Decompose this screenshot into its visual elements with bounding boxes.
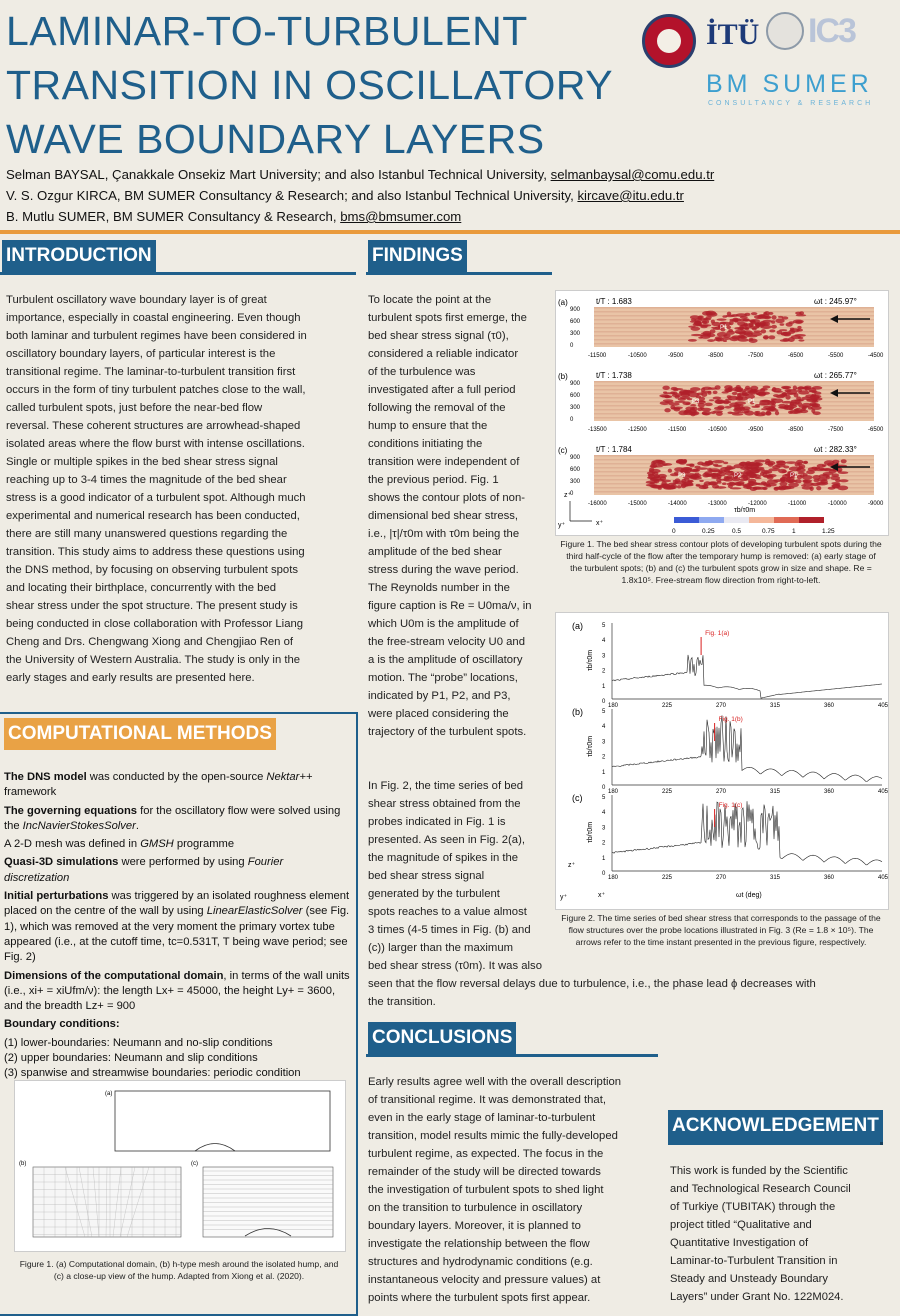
colorbar-tick: 0.5 xyxy=(732,528,742,535)
x-tick-label: -16000 xyxy=(588,501,607,507)
methods-item: Initial perturbations was triggered by an isolated roughness element placed on the centre of the wall by using LinearElasticSolver (see Fig. 1), which was removed at the very moment the primary vortex tube appeared (i.e., at the cutoff time, tc=0.531T, T being wave period; see Fig. 2) xyxy=(4,890,350,964)
x-tick-label: -10500 xyxy=(628,353,647,359)
x-tick-label: 180 xyxy=(608,703,619,709)
y-tick-label: 3 xyxy=(602,739,606,746)
author-email-link[interactable]: bms@bmsumer.com xyxy=(340,209,462,224)
bm-sumer-logo: BM SUMER xyxy=(706,70,873,98)
x-tick-label: 225 xyxy=(662,789,673,795)
x-tick-label: -14000 xyxy=(668,501,687,507)
text-line: project titled “Qualitative and xyxy=(670,1219,812,1231)
contour-figure-svg xyxy=(556,291,888,535)
probe-label: P3 xyxy=(692,399,700,405)
colorbar xyxy=(672,507,835,535)
timeseries-line xyxy=(612,655,882,698)
text-line: probes indicated in Fig. 1 is xyxy=(368,816,506,828)
text-line: and locating their birthplace, concurrently with the bed xyxy=(6,582,277,594)
domain-figure xyxy=(14,1080,346,1252)
text-line: being conducted in close collaboration with Professor Liang xyxy=(6,618,304,630)
y-tick-label: 600 xyxy=(570,467,581,473)
text-line: The Reynolds number in the xyxy=(368,582,510,594)
timeseries-line xyxy=(612,715,882,781)
y-tick-label: 900 xyxy=(570,381,581,387)
timeseries-figure-svg xyxy=(556,613,888,909)
x-tick-label: 270 xyxy=(716,703,727,709)
text-line: stress during the wave period. xyxy=(368,564,519,576)
findings-text-2 xyxy=(368,777,554,975)
x-tick-label: -10500 xyxy=(708,427,727,433)
text-line: called turbulent spots, just before the near-bed flow xyxy=(6,402,263,414)
text-line: Cheng and Drs. Chengwang Xiong and Chengjiao Ren of xyxy=(6,636,294,648)
text-line: i.e., |τ|/τ0m with τ0m being the xyxy=(368,528,520,540)
title-line-1: LAMINAR-TO-TURBULENT xyxy=(6,8,528,54)
phase-label: ωt : 265.77° xyxy=(814,371,857,380)
y-tick-label: 4 xyxy=(602,638,606,645)
itu-logo: İTÜ xyxy=(706,18,760,51)
y-tick-label: 1 xyxy=(602,683,606,690)
x-tick-label: 405 xyxy=(878,703,888,709)
y-tick-label: 2 xyxy=(602,668,606,675)
x-tick-label: -12500 xyxy=(628,427,647,433)
y-tick-label: 2 xyxy=(602,754,606,761)
text-line: transitional regime. The laminar-to-turbulent transition first xyxy=(6,366,296,378)
colorbar-tick: 0 xyxy=(672,528,676,535)
text-line: hump to ensure that the xyxy=(368,420,488,432)
text-line: the DNS method, by focusing on observing turbulent spots xyxy=(6,564,299,576)
y-tick-label: 0 xyxy=(570,491,574,497)
acknowledgement-text xyxy=(670,1162,890,1306)
x-tick-label: -8500 xyxy=(708,353,724,359)
x-tick-label: -8500 xyxy=(788,427,804,433)
methods-item: Dimensions of the computational domain, in terms of the wall units (i.e., xi+ = xiUfm/ν): the length Lx+ = 45000, the height Ly+ = 3600, and the breadth Lz+ = 900 xyxy=(4,969,350,1013)
text-line: bed shear stress signal xyxy=(368,870,485,882)
contour-panel xyxy=(558,297,884,359)
x-tick-label: -11500 xyxy=(668,427,687,433)
text-line: motion. The “probe” locations, xyxy=(368,672,518,684)
time-label: t/T : 1.738 xyxy=(596,371,632,380)
x-tick-label: 225 xyxy=(662,875,673,881)
y-tick-label: 3 xyxy=(602,653,606,660)
domain-figure-caption: Figure 1. (a) Computational domain, (b) h-type mesh around the isolated hump, and (c) a close-up view of the hump. Adapted from Xiong et al. (2020). xyxy=(19,1259,339,1281)
text-line: To locate the point at the xyxy=(368,294,492,306)
text-line: a is the amplitude of oscillatory xyxy=(368,654,523,666)
x-tick-label: 360 xyxy=(824,875,835,881)
y-axis-label: τb/τ0m xyxy=(587,735,594,757)
text-line: investigated after a full period xyxy=(368,384,516,396)
title-line-3: WAVE BOUNDARY LAYERS xyxy=(6,116,545,162)
author-list xyxy=(6,164,714,227)
probe-label: P3 xyxy=(678,473,686,479)
panel-label: (b) xyxy=(572,707,583,717)
introduction-text xyxy=(6,291,354,687)
text-line: indicated by P1, P2, and P3, xyxy=(368,690,511,702)
colorbar-tick: 0.75 xyxy=(762,528,775,535)
x-tick-label: -13500 xyxy=(588,427,607,433)
y-tick-label: 300 xyxy=(570,331,581,337)
text-line: seen that the flow reversal delays due to turbulence, i.e., the phase lead ϕ decreases with xyxy=(368,978,816,990)
axis-glyph-x: x⁺ xyxy=(596,520,604,527)
text-line: there are still many unanswered questions regarding the xyxy=(6,528,288,540)
x-tick-label: 315 xyxy=(770,703,781,709)
text-line: experimental and numerical research has been conducted, xyxy=(6,510,300,522)
time-label: t/T : 1.784 xyxy=(596,445,632,454)
introduction-heading: INTRODUCTION xyxy=(2,240,156,275)
y-tick-label: 900 xyxy=(570,455,581,461)
axis-glyph-y: y⁺ xyxy=(560,894,568,901)
timeseries-panel xyxy=(572,707,888,795)
text-line: generated by the turbulent xyxy=(368,888,500,900)
text-line: Laminar-to-Turbulent Transition in xyxy=(670,1255,838,1267)
y-tick-label: 300 xyxy=(570,405,581,411)
text-line: Single or multiple spikes in the bed shear stress signal xyxy=(6,456,278,468)
text-line: following the removal of the xyxy=(368,402,506,414)
axis-glyph-z: z⁺ xyxy=(564,492,572,499)
conclusions-text xyxy=(368,1073,658,1307)
x-tick-label: -12000 xyxy=(748,501,767,507)
x-tick-label: -4500 xyxy=(868,353,884,359)
colorbar-tick: 1 xyxy=(792,528,796,535)
y-tick-label: 5 xyxy=(602,709,606,715)
x-tick-label: -9000 xyxy=(868,501,884,507)
text-line: boundary layers. Moreover, it is planned to xyxy=(368,1220,581,1232)
text-line: instantaneous velocity and pressure values) at xyxy=(368,1274,601,1286)
text-line: turbulent regime, as expected. The focus in the xyxy=(368,1148,604,1160)
x-tick-label: 315 xyxy=(770,875,781,881)
text-line: conditions initiating the xyxy=(368,438,483,450)
title-line-2: TRANSITION IN OSCILLATORY xyxy=(6,62,614,108)
y-tick-label: 5 xyxy=(602,795,606,801)
text-line: Quantitative Investigation of xyxy=(670,1237,809,1249)
poster-title xyxy=(6,4,626,166)
author-line xyxy=(6,164,714,185)
text-line: the University of Western Australia. The study is only in the xyxy=(6,654,301,666)
x-tick-label: -15000 xyxy=(628,501,647,507)
boundary-condition-item: (1) lower-boundaries: Neumann and no-slip conditions xyxy=(4,1036,273,1049)
y-tick-label: 600 xyxy=(570,319,581,325)
text-line: the transition. xyxy=(368,996,436,1008)
text-line: shows the contour plots of non- xyxy=(368,492,525,504)
x-tick-label: 225 xyxy=(662,703,673,709)
x-tick-label: -7500 xyxy=(828,427,844,433)
text-line: were placed considering the xyxy=(368,708,509,720)
y-tick-label: 2 xyxy=(602,840,606,847)
y-tick-label: 3 xyxy=(602,825,606,832)
methods-item: The governing equations for the oscillatory flow were solved using the IncNavierStokesSolver. xyxy=(4,804,341,832)
text-line: presented. As seen in Fig. 2(a), xyxy=(368,834,525,846)
author-line xyxy=(6,185,714,206)
timeseries-line xyxy=(612,801,882,865)
author-affiliation: Selman BAYSAL, Çanakkale Onsekiz Mart University; and also Istanbul Technical University, xyxy=(6,167,551,182)
text-line: In Fig. 2, the time series of bed xyxy=(368,780,524,792)
probe-label: P1 xyxy=(720,325,728,331)
divider-bar xyxy=(0,230,900,234)
y-tick-label: 0 xyxy=(570,343,574,349)
y-tick-label: 5 xyxy=(602,623,606,629)
text-line: oscillatory boundary layers, of particular interest is the xyxy=(6,348,276,360)
text-line: and Technological Research Council xyxy=(670,1183,851,1195)
text-line: figure caption is Re = U0ma/ν, in xyxy=(368,600,532,612)
text-line: investigate the relationship between the flow xyxy=(368,1238,590,1250)
text-line: even in the early stage of laminar-to-turbulent xyxy=(368,1112,596,1124)
probe-label: P1 xyxy=(748,399,756,405)
university-logo-icon xyxy=(642,14,696,68)
panel-label: (a) xyxy=(572,621,583,631)
text-line: transition, model results mimic the fully-developed xyxy=(368,1130,618,1142)
panel-a-label: (a) xyxy=(105,1091,113,1097)
conclusions-heading: CONCLUSIONS xyxy=(368,1022,516,1057)
y-tick-label: 0 xyxy=(570,417,574,423)
text-line: spots reaches to a value almost xyxy=(368,906,527,918)
author-email-link[interactable]: selmanbaysal@comu.edu.tr xyxy=(550,167,715,182)
panel-label: (c) xyxy=(572,793,583,803)
x-tick-label: 360 xyxy=(824,789,835,795)
text-line: occurs in the form of tiny turbulent patches close to the wall, xyxy=(6,384,306,396)
x-tick-label: -6500 xyxy=(868,427,884,433)
y-tick-label: 1 xyxy=(602,769,606,776)
y-tick-label: 4 xyxy=(602,810,606,817)
text-line: This work is funded by the Scientific xyxy=(670,1165,848,1177)
y-tick-label: 0 xyxy=(602,785,606,791)
panel-c-label: (c) xyxy=(191,1161,198,1167)
y-tick-label: 4 xyxy=(602,724,606,731)
y-tick-label: 1 xyxy=(602,855,606,862)
text-line: early stages and early results are presented here. xyxy=(6,672,255,684)
timeseries-panel xyxy=(572,621,888,709)
x-tick-label: -7500 xyxy=(748,353,764,359)
text-line: bed shear stress signal (τ0), xyxy=(368,330,509,342)
panel-label: (a) xyxy=(558,298,568,307)
text-line: remainder of the study will be directed towards xyxy=(368,1166,601,1178)
x-tick-label: -9500 xyxy=(668,353,684,359)
x-tick-label: 360 xyxy=(824,703,835,709)
text-line: importance, especially in coastal engineering. Even though xyxy=(6,312,301,324)
methods-heading: COMPUTATIONAL METHODS xyxy=(4,718,276,750)
panel-label: (b) xyxy=(558,372,568,381)
text-line: shear stress under the spot structure. The present study is xyxy=(6,600,298,612)
x-tick-label: 315 xyxy=(770,789,781,795)
x-tick-label: 270 xyxy=(716,789,727,795)
findings-text-1 xyxy=(368,291,554,741)
timeseries-panel xyxy=(572,793,888,881)
text-line: of transitional regime. It was demonstrated that, xyxy=(368,1094,606,1106)
text-line: transition were independent of xyxy=(368,456,520,468)
x-tick-label: 405 xyxy=(878,789,888,795)
marker-label: Fig. 1(a) xyxy=(705,630,730,637)
text-line: the magnitude of spikes in the xyxy=(368,852,519,864)
hump-closeup-plot xyxy=(203,1167,333,1237)
introduction-rule xyxy=(0,272,356,275)
findings-rule xyxy=(366,272,552,275)
x-tick-label: -13000 xyxy=(708,501,727,507)
text-line: Turbulent oscillatory wave boundary layer is of great xyxy=(6,294,267,306)
boundary-condition-item: (2) upper boundaries: Neumann and slip conditions xyxy=(4,1052,258,1065)
text-line: Steady and Unsteady Boundary xyxy=(670,1273,828,1285)
x-tick-label: -6500 xyxy=(788,353,804,359)
text-line: reversal. These coherent structures are arrowhead-shaped xyxy=(6,420,301,432)
text-line: considered a reliable indicator xyxy=(368,348,519,360)
acknowledgement-rule xyxy=(668,1142,880,1145)
author-line xyxy=(6,206,714,227)
findings-heading: FINDINGS xyxy=(368,240,467,275)
x-tick-label: 180 xyxy=(608,789,619,795)
contour-figure xyxy=(555,290,889,536)
methods-item: Boundary conditions: xyxy=(4,1018,120,1031)
methods-item: A 2-D mesh was defined in GMSH programme xyxy=(4,838,235,851)
text-line: transition. This study aims to address these questions using xyxy=(6,546,305,558)
text-line: on the transition to turbulence in oscillatory xyxy=(368,1202,583,1214)
y-tick-label: 0 xyxy=(602,699,606,705)
text-line: points where the turbulent spots first appear. xyxy=(368,1292,591,1304)
text-line: 3 times (4-5 times in Fig. (b) and xyxy=(368,924,531,936)
probe-label: P2 xyxy=(734,473,742,479)
axis-glyph-y: y⁺ xyxy=(558,522,566,529)
bm-sumer-subtitle: CONSULTANCY & RESEARCH xyxy=(708,100,874,107)
acknowledgement-heading: ACKNOWLEDGEMENT xyxy=(668,1110,883,1145)
panel-b-label: (b) xyxy=(19,1161,27,1167)
marker-label: Fig. 1(b) xyxy=(718,716,743,723)
phase-label: ωt : 282.33° xyxy=(814,445,857,454)
contour-panel xyxy=(558,371,884,433)
text-line: Early results agree well with the overall description xyxy=(368,1076,622,1088)
y-tick-label: 900 xyxy=(570,307,581,313)
x-tick-label: 270 xyxy=(716,875,727,881)
text-line: reaching up to 3-4 times the magnitude of the bed shear xyxy=(6,474,287,486)
marker-label: Fig. 1(c) xyxy=(718,802,743,809)
colorbar-tick: 1.25 xyxy=(822,528,835,535)
author-email-link[interactable]: kircave@itu.edu.tr xyxy=(577,188,684,203)
text-line: turbulent spots first emerge, the xyxy=(368,312,527,324)
text-line: Layers” under Grant No. 122M024. xyxy=(670,1291,844,1303)
conclusions-rule xyxy=(366,1054,658,1057)
timeseries-figure xyxy=(555,612,889,910)
timeseries-figure-caption: Figure 2. The time series of bed shear stress that corresponds to the passage of the flow structures over the probe locations illustrated in Fig. 3 (Re = 1.8 × 10⁵). The arrows refer to the time instant presented in the previous figure, respectively. xyxy=(561,913,881,947)
text-line: amplitude of the bed shear xyxy=(368,546,502,558)
colorbar-tick: 0.25 xyxy=(702,528,715,535)
axis-glyph-z: z⁺ xyxy=(568,862,576,869)
text-line: shear stress obtained from the xyxy=(368,798,521,810)
x-axis-label: ωt (deg) xyxy=(736,892,762,899)
contour-panel xyxy=(558,445,884,507)
mesh-plot xyxy=(33,1167,181,1237)
logo-area xyxy=(636,6,896,110)
x-tick-label: -9500 xyxy=(748,427,764,433)
methods-item: Quasi-3D simulations were performed by using Fourier discretization xyxy=(4,856,284,884)
ice-logo: IC3 xyxy=(808,12,855,50)
text-line: both laminar and turbulent regimes have been considered in xyxy=(6,330,307,342)
text-line: of the turbulence was xyxy=(368,366,476,378)
text-line: bed shear stress (τ0m). It was also xyxy=(368,960,542,972)
phase-label: ωt : 245.97° xyxy=(814,297,857,306)
x-tick-label: -11500 xyxy=(588,353,607,359)
findings-text-3 xyxy=(368,975,888,1011)
text-line: isolated areas where the flow burst with intense oscillations. xyxy=(6,438,305,450)
boundary-condition-item: (3) spanwise and streamwise boundaries: periodic condition xyxy=(4,1067,301,1080)
y-axis-label: τb/τ0m xyxy=(587,649,594,671)
probe-label: P1 xyxy=(790,473,798,479)
text-line: stress is a good indicator of a turbulent spot. Although much xyxy=(6,492,306,504)
x-tick-label: -11000 xyxy=(788,501,807,507)
methods-text xyxy=(4,770,350,1082)
y-tick-label: 0 xyxy=(602,871,606,877)
y-tick-label: 600 xyxy=(570,393,581,399)
x-tick-label: 180 xyxy=(608,875,619,881)
panel-label: (c) xyxy=(558,446,568,455)
text-line: the previous period. Fig. 1 xyxy=(368,474,499,486)
author-affiliation: V. S. Ozgur KIRCA, BM SUMER Consultancy & Research; and also Istanbul Technical University, xyxy=(6,188,578,203)
contour-figure-caption: Figure 1. The bed shear stress contour plots of developing turbulent spots during the third half-cycle of the flow after the temporary hump is removed: (a) early stage of the turbulent spots; (b) and (c) the turbulent spots grow in size and shape. Re = 1.8x10⁵. Free-stream flow direction from right-to-left. xyxy=(560,539,882,585)
methods-item: The DNS model was conducted by the open-source Nektar++ framework xyxy=(4,771,313,799)
x-tick-label: 405 xyxy=(878,875,888,881)
text-line: which U0m is the amplitude of xyxy=(368,618,519,630)
text-line: of Turkiye (TUBITAK) through the xyxy=(670,1201,836,1213)
text-line: (c)) larger than the maximum xyxy=(368,942,514,954)
x-tick-label: -5500 xyxy=(828,353,844,359)
text-line: trajectory of the turbulent spots. xyxy=(368,726,527,738)
text-line: structures and hydrodynamic conditions (e.g. xyxy=(368,1256,593,1268)
colorbar-label: τb/τ0m xyxy=(734,507,756,514)
y-tick-label: 300 xyxy=(570,479,581,485)
text-line: the investigation of turbulent spots to shed light xyxy=(368,1184,604,1196)
author-affiliation: B. Mutlu SUMER, BM SUMER Consultancy & Research, xyxy=(6,209,341,224)
time-label: t/T : 1.683 xyxy=(596,297,632,306)
text-line: dimensional bed shear stress, xyxy=(368,510,519,522)
y-axis-label: τb/τ0m xyxy=(587,821,594,843)
seal-logo-icon xyxy=(766,12,804,50)
text-line: the free-stream velocity U0 and xyxy=(368,636,525,648)
x-tick-label: -10000 xyxy=(828,501,847,507)
axis-glyph-x: x⁺ xyxy=(598,892,606,899)
domain-figure-svg xyxy=(15,1081,345,1251)
